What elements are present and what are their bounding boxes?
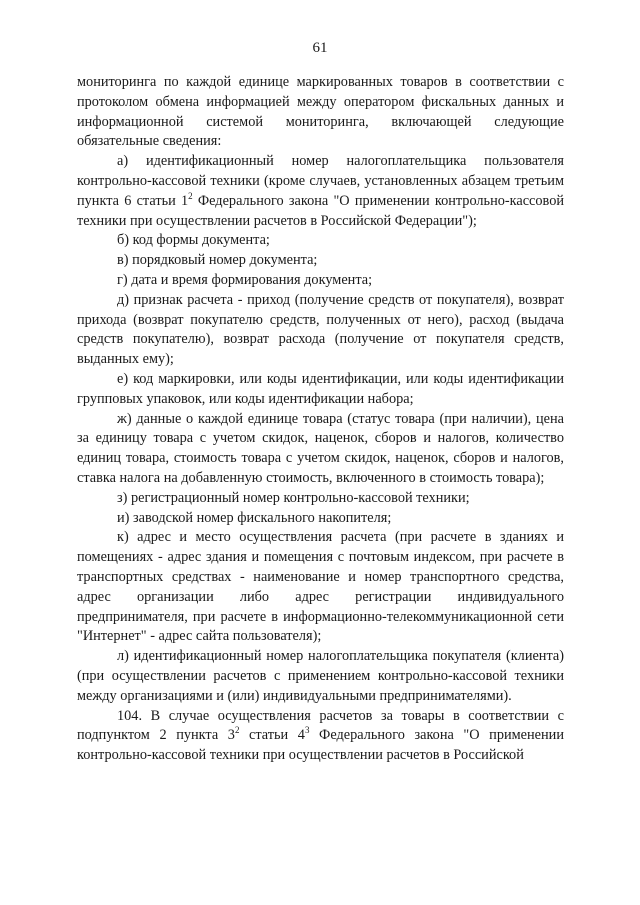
superscript: 3 — [304, 725, 310, 736]
paragraph-item-g: г) дата и время формирования документа; — [117, 271, 373, 288]
paragraph-item-z: з) регистрационный номер контрольно-кассовой техники; — [117, 489, 470, 506]
superscript: 2 — [234, 725, 240, 736]
paragraph-item-b: б) код формы документа; — [117, 232, 270, 249]
document-body — [77, 73, 564, 766]
paragraph-item-k: к) адрес и место осуществления расчета (при расчете в зданиях и помещениях - адрес здания и помещения с почтовым индексом, при расчете в транспортных средствах - наименование и номер транспортного средства, адрес организации либо адрес регистрации индивидуального предпринимателя, при расчете в информационно-телекоммуникационной сети "Интернет" - адрес сайта пользователя); — [77, 529, 564, 645]
paragraph-item-l: л) идентификационный номер налогоплательщика покупателя (клиента) (при осуществлении расчетов с применением контрольно-кассовой техники между организациями и (или) индивидуальными предпринимателями). — [77, 648, 564, 704]
page-number: 61 — [312, 40, 328, 56]
paragraph-item-a: а) идентификационный номер налогоплательщика пользователя контрольно-кассовой техники (кроме случаев, установленных абзацем третьим пункта 6 статьи $1^2$ Федерального закона "О применении контрольно-кассовой техники при осуществлении расчетов в Российской Федерации"); — [77, 153, 564, 229]
paragraph-intro: мониторинга по каждой единице маркированных товаров в соответствии с протоколом обмена информацией между оператором фискальных данных и информационной системой мониторинга, включающей следующие обязательные сведения: — [77, 74, 564, 150]
paragraph-item-i: и) заводской номер фискального накопителя; — [117, 509, 392, 526]
paragraph-104: 104. В случае осуществления расчетов за товары в соответствии с подпунктом 2 пункта $3^2$ статьи $4^3$ Федерального закона "О применении контрольно-кассовой техники при осуществлении расчетов в Российской — [77, 707, 564, 764]
paragraph-item-e: е) код маркировки, или коды идентификации, или коды идентификации групповых упаковок, или коды идентификации набора; — [77, 370, 564, 407]
paragraph-item-d: д) признак расчета - приход (получение средств от покупателя), возврат прихода (возврат покупателю средств, полученных от него), расход (выдача средств покупателю), возврат расхода (получение от покупателя средств, выданных ему); — [77, 291, 564, 368]
paragraph-item-zh: ж) данные о каждой единице товара (статус товара (при наличии), цена за единицу товара с учетом скидок, наценок, сборов и налогов, количество единиц товара, стоимость товара с учетом скидок, наценок, сборов и налогов, ставка налога на добавленную стоимость, включенного в стоимость товара); — [77, 410, 564, 486]
paragraph-item-v: в) порядковый номер документа; — [117, 252, 318, 269]
superscript: 2 — [188, 190, 193, 201]
